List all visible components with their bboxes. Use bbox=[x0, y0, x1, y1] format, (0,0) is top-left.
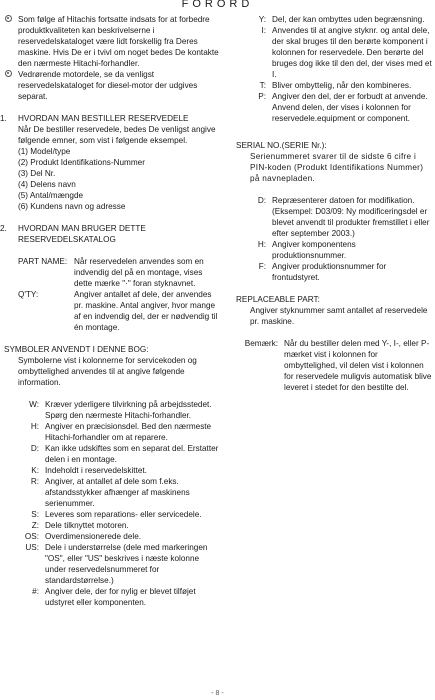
section-2-heading: HVORDAN MAN BRUGER DETTE bbox=[18, 224, 146, 233]
replaceable-heading: REPLACEABLE PART: bbox=[236, 295, 320, 304]
list-item: I: Anvendes til at angive styknr. og antal dele, der skal bruges til den berørte komponent i kolonnen for reservedele. Den berørte del bruges dog ikke til den del, der vises med et I. bbox=[261, 26, 432, 79]
list-item: H: Angiver komponentens produktionsnummer. bbox=[257, 240, 356, 260]
circle-bullet-icon bbox=[5, 15, 12, 22]
right-column: Y: Del, der kan ombyttes uden begrænsning. I: Anvendes til at angive styknr. og antal dele, der skal bruges til den berørte komponent i kolonnen for reservedele. Den berørte del bruges dog ikke til den del, der vises med et I. T: Bliver ombyttelig, når den kombineres. P: Angiver den del, der er forbudt at anvende. Anvend delen, der vises i kolonnen for reservedele.equipment or component. SERIAL NO.(SERIE Nr.): Serienummeret svarer til de sidste 6 cifre i PIN-koden (Produkt Identifikations Nummer) på navnepladen. D: Repræsenterer datoen for modifikation. (Eksempel: D03/09: Ny modificeringsdel er blevet anvendt til produkter fremstillet i eller efter september 2003.) H: Angiver komponentens produktionsnummer. F: Angiver produktionsnummer for frontudstyret. REPLACEABLE PART: Angiver styknummer samt antallet af reservedele pr. maskine. Bemærk: Når du bestiller delen med Y-, I-, eller P-mærket vist i kolonnen for ombyttelighed, vil delen vist i kolonnen for reservedele muligvis automatisk blive leveret i stedet for den bestilte del. bbox=[236, 15, 432, 392]
page-number: - 8 - bbox=[211, 690, 224, 697]
serial-heading: SERIAL NO.(SERIE Nr.): bbox=[236, 141, 327, 150]
list-item: (6) Kundens navn og adresse bbox=[18, 202, 126, 211]
list-item: R: Angiver, at antallet af dele som f.eks. afstandsstykker afhænger af maskinens serienummer. bbox=[30, 477, 190, 508]
symbols-list bbox=[4, 399, 222, 608]
list-item: Z: Dele tilknyttet motoren. bbox=[31, 521, 129, 530]
list-item: T: Bliver ombyttelig, når den kombineres. bbox=[259, 81, 412, 90]
page-title: FORORD bbox=[181, 0, 254, 10]
list-item: (5) Antal/mængde bbox=[18, 191, 84, 200]
list-item: Y: Del, der kan ombyttes uden begrænsning. bbox=[258, 15, 425, 24]
section-1-heading: HVORDAN MAN BESTILLER RESERVEDELE bbox=[18, 114, 189, 123]
list-item: D: Repræsenterer datoen for modifikation. (Eksempel: D03/09: Ny modificeringsdel er blevet anvendt til produkter fremstillet i eller efter september 2003.) bbox=[257, 196, 430, 238]
definition-row: Q'TY: Angiver antallet af dele, der anvendes pr. maskine. Antal angiver, hvor mange af en indvendig del, der er nødvendig til én montage. bbox=[18, 290, 218, 332]
definition-row: PART NAME: Når reservedelen anvendes som en indvendig del på en montage, vises dette mærke "·" foran styknavnet. bbox=[18, 257, 204, 288]
note: Bemærk: Når du bestiller delen med Y-, I-, eller P-mærket vist i kolonnen for ombyttelighed, vil delen vist i kolonnen for reservedele muligvis automatisk blive leveret i stedet for den bestilte del. bbox=[244, 339, 432, 392]
list-item: (4) Delens navn bbox=[18, 180, 76, 189]
intro-bullet-2: Vedrørende motordele, se da venligst reservedelskataloget for diesel-motor der udgives separat. bbox=[4, 69, 222, 102]
intro-bullet-1: Som følge af Hitachis fortsatte indsats for at forbedre produktkvaliteten kan beskrivelserne i reservedelskataloget være lidt forskellig fra Deres maskine. Hvis De er i tvivl om noget bedes De kontakte den nærmeste Hitachi-forhandler. bbox=[4, 14, 222, 69]
list-item: W: Kræver yderligere tilvirkning på arbejdsstedet. Spørg den nærmeste Hitachi-forhandler. bbox=[29, 400, 212, 420]
list-item: H: Angiver en præcisionsdel. Bed den nærmeste Hitachi-forhandler om at reparere. bbox=[30, 422, 212, 442]
list-item: F: Angiver produktionsnummer for frontudstyret. bbox=[258, 262, 387, 282]
list-item: (3) Del Nr. bbox=[18, 169, 56, 178]
list-item: US: Dele i understørrelse (dele med markeringen "OS", eller "US" beskrives i næste kolonne under reservedelsnummeret for standardstørrelse.) bbox=[25, 543, 208, 585]
left-column: Som følge af Hitachis fortsatte indsats for at forbedre produktkvaliteten kan beskrivelserne i reservedelskataloget være lidt forskellig fra Deres maskine. Hvis De er i tvivl om noget bedes De kontakte den nærmeste Hitachi-forhandler. Vedrørende motordele, se da venligst reservedelskataloget for diesel-motor der udgives separat. 1. HVORDAN MAN BESTILLER RESERVEDELE Når De bestiller reservedele, bedes De venligst angive følgende emner, som vist i følgende eksempel. (1) Model/type (2) Produkt Identifikations-Nummer (3) Del Nr. (4) Delens navn (5) Antal/mængde (6) Kundens navn og adresse 2. HVORDAN MAN BRUGER DETTE RESERVEDELSKATALOG PART NAME: Når reservedelen anvendes som en indvendig del på en montage, vises dette mærke "·" foran styknavnet. Q'TY: Angiver antallet af dele, der anvendes pr. maskine. Antal angiver, hvor mange af en indvendig del, der er nødvendig til én montage. SYMBOLER ANVENDT I DENNE BOG: Symbolerne vist i kolonnerne for servicekoden og ombyttelighed anvendes til at angive følgende information. W: Kræver yderligere tilvirkning på arbejdsstedet. Spørg den nærmeste Hitachi-forhandler. H: Angiver en præcisionsdel. Bed den nærmeste Hitachi-forhandler om at reparere. D: Kan ikke udskiftes som en separat del. Erstatter delen i en montage. K: Indeholdt i reservedelskittet. R: Angiver, at antallet af dele som f.eks. afstandsstykker afhænger af maskinens serienummer. S: Leveres som reparations- eller servicedele. Z: Dele tilknyttet motoren. OS: Overdimensionerede dele. US: Dele i understørrelse (dele med markeringen "OS", eller "US" beskrives i næste kolonne under reservedelsnummeret for standardstørrelse.) #: Angiver dele, der for nylig er blevet tilføjet udstyret eller komponenten. bbox=[4, 14, 222, 608]
list-item: (1) Model/type bbox=[18, 147, 71, 156]
list-item: OS: Overdimensionerede dele. bbox=[24, 532, 142, 541]
list-item: D: Kan ikke udskiftes som en separat del. Erstatter delen i en montage. bbox=[30, 444, 219, 464]
symbols-heading: SYMBOLER ANVENDT I DENNE BOG: bbox=[4, 345, 149, 354]
list-item: (2) Produkt Identifikations-Nummer bbox=[18, 158, 145, 167]
list-item: K: Indeholdt i reservedelskittet. bbox=[31, 466, 147, 475]
circle-bullet-icon bbox=[5, 70, 12, 77]
section-2: 2. HVORDAN MAN BRUGER DETTE RESERVEDELSKATALOG PART NAME: Når reservedelen anvendes som en indvendig del på en montage, vises dette mærke "·" foran styknavnet. Q'TY: Angiver antallet af dele, der anvendes pr. maskine. Antal angiver, hvor mange af en indvendig del, der er nødvendig til én montage. bbox=[4, 223, 222, 333]
list-item: S: Leveres som reparations- eller servicedele. bbox=[31, 510, 202, 519]
list-item: P: Angiver den del, der er forbudt at anvende. Anvend delen, der vises i kolonnen for reservedele.equipment or component. bbox=[258, 92, 428, 123]
section-1: 1. HVORDAN MAN BESTILLER RESERVEDELE Når De bestiller reservedele, bedes De venligst angive følgende emner, som vist i følgende eksempel. (1) Model/type (2) Produkt Identifikations-Nummer (3) Del Nr. (4) Delens navn (5) Antal/mængde (6) Kundens navn og adresse bbox=[4, 113, 222, 212]
list-item: #: Angiver dele, der for nylig er blevet tilføjet udstyret eller komponenten. bbox=[32, 587, 196, 607]
